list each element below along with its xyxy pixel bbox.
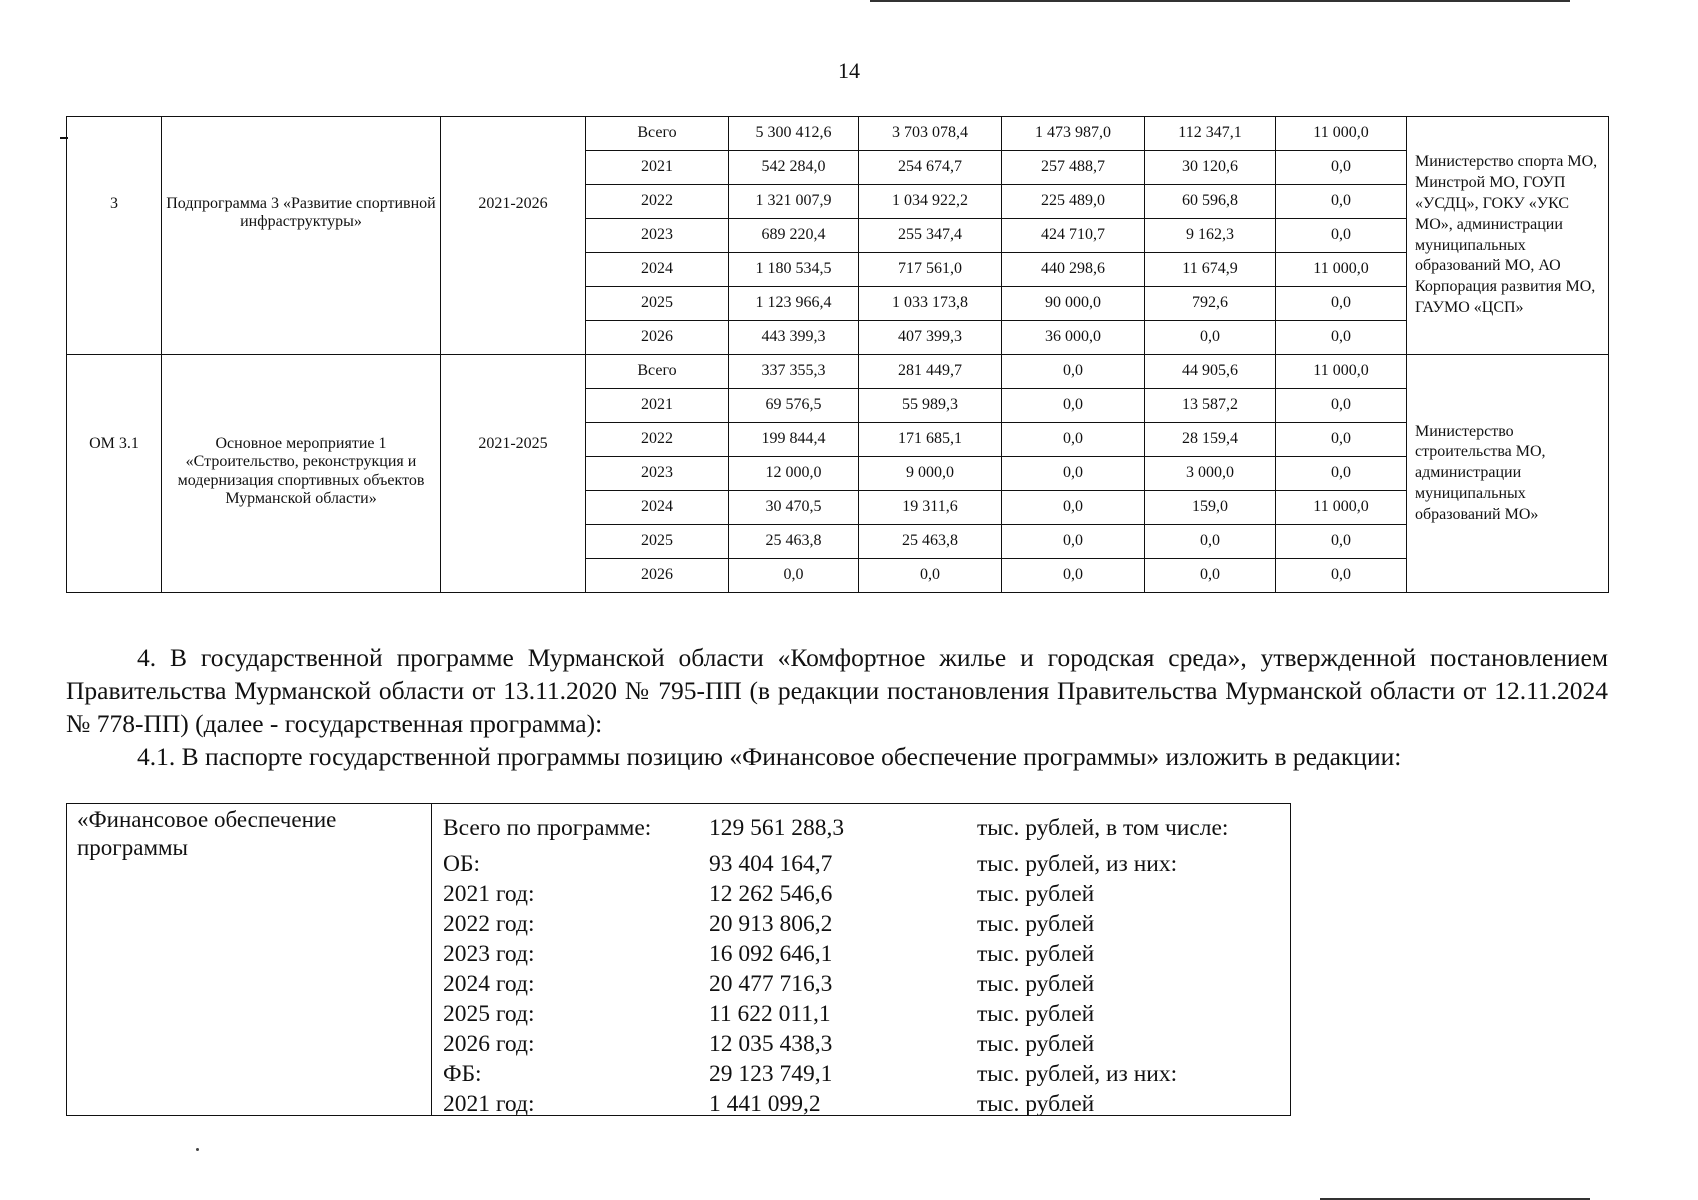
paragraph-4-1: 4.1. В паспорте государственной программы позицию «Финансовое обеспечение программы» изложить в редакции: <box>137 742 1402 771</box>
passport-source: ФБ: <box>443 1061 482 1087</box>
program-period: 2021-2026 <box>441 117 586 355</box>
passport-row <box>443 1089 1290 1119</box>
passport-row <box>443 1059 1290 1089</box>
passport-source: 2021 год: <box>443 881 535 907</box>
passport-rows <box>443 813 1290 1119</box>
year-cell: 2021 <box>586 151 729 185</box>
row-number: ОМ 3.1 <box>67 355 162 593</box>
amount-cell: 11 000,0 <box>1276 253 1407 287</box>
amount-cell: 0,0 <box>1145 559 1276 593</box>
amount-cell: 0,0 <box>1276 151 1407 185</box>
amount-cell: 0,0 <box>1276 287 1407 321</box>
passport-financing-table <box>66 803 1291 1116</box>
year-cell: 2023 <box>586 219 729 253</box>
year-cell: 2025 <box>586 287 729 321</box>
year-cell: 2024 <box>586 253 729 287</box>
amount-cell: 257 488,7 <box>1002 151 1145 185</box>
amount-cell: 337 355,3 <box>729 355 859 389</box>
passport-source: ОБ: <box>443 851 480 877</box>
amount-cell: 0,0 <box>1276 219 1407 253</box>
amount-cell: 30 470,5 <box>729 491 859 525</box>
scan-speck <box>196 1148 199 1151</box>
passport-row <box>443 879 1290 909</box>
amount-cell: 1 034 922,2 <box>859 185 1002 219</box>
passport-row <box>443 969 1290 999</box>
top-rule <box>870 0 1570 2</box>
program-name: Основное мероприятие 1 «Строительство, реконструкция и модернизация спортивных объектов Мурманской области» <box>162 355 441 593</box>
passport-unit: тыс. рублей <box>977 911 1095 937</box>
passport-amount: 1 441 099,2 <box>709 1091 821 1117</box>
amount-cell: 60 596,8 <box>1145 185 1276 219</box>
amount-cell: 0,0 <box>1276 423 1407 457</box>
amount-cell: 255 347,4 <box>859 219 1002 253</box>
amount-cell: 440 298,6 <box>1002 253 1145 287</box>
year-cell: 2025 <box>586 525 729 559</box>
passport-amount: 20 913 806,2 <box>709 911 833 937</box>
passport-amount: 16 092 646,1 <box>709 941 833 967</box>
page-number: 14 <box>838 58 860 83</box>
amount-cell: 3 000,0 <box>1145 457 1276 491</box>
amount-cell: 689 220,4 <box>729 219 859 253</box>
passport-source: 2022 год: <box>443 911 535 937</box>
amount-cell: 0,0 <box>1276 185 1407 219</box>
year-cell: 2022 <box>586 423 729 457</box>
passport-source: 2021 год: <box>443 1091 535 1117</box>
passport-unit: тыс. рублей <box>977 1001 1095 1027</box>
amount-cell: 9 000,0 <box>859 457 1002 491</box>
passport-row <box>443 813 1290 843</box>
financing-table <box>66 116 1609 593</box>
amount-cell: 1 321 007,9 <box>729 185 859 219</box>
passport-amount: 12 262 546,6 <box>709 881 833 907</box>
amount-cell: 199 844,4 <box>729 423 859 457</box>
passport-amount: 12 035 438,3 <box>709 1031 833 1057</box>
amount-cell: 9 162,3 <box>1145 219 1276 253</box>
passport-amount: 129 561 288,3 <box>709 815 845 841</box>
amount-cell: 13 587,2 <box>1145 389 1276 423</box>
passport-source: 2023 год: <box>443 941 535 967</box>
passport-source: Всего по программе: <box>443 815 652 841</box>
table-row <box>67 117 1609 151</box>
year-cell: Всего <box>586 117 729 151</box>
year-cell: Всего <box>586 355 729 389</box>
amount-cell: 0,0 <box>1276 321 1407 355</box>
amount-cell: 11 000,0 <box>1276 355 1407 389</box>
amount-cell: 159,0 <box>1145 491 1276 525</box>
amount-cell: 11 674,9 <box>1145 253 1276 287</box>
amount-cell: 1 123 966,4 <box>729 287 859 321</box>
amount-cell: 28 159,4 <box>1145 423 1276 457</box>
amount-cell: 90 000,0 <box>1002 287 1145 321</box>
passport-unit: тыс. рублей <box>977 941 1095 967</box>
passport-unit: тыс. рублей, из них: <box>977 851 1178 877</box>
passport-row <box>443 849 1290 879</box>
amount-cell: 25 463,8 <box>859 525 1002 559</box>
amount-cell: 55 989,3 <box>859 389 1002 423</box>
amount-cell: 25 463,8 <box>729 525 859 559</box>
amount-cell: 407 399,3 <box>859 321 1002 355</box>
amount-cell: 424 710,7 <box>1002 219 1145 253</box>
program-name: Подпрограмма 3 «Развитие спортивной инфраструктуры» <box>162 117 441 355</box>
year-cell: 2026 <box>586 559 729 593</box>
passport-row <box>443 999 1290 1029</box>
passport-amount: 93 404 164,7 <box>709 851 833 877</box>
amount-cell: 30 120,6 <box>1145 151 1276 185</box>
amount-cell: 12 000,0 <box>729 457 859 491</box>
amount-cell: 0,0 <box>1145 321 1276 355</box>
passport-source: 2024 год: <box>443 971 535 997</box>
passport-row <box>443 1029 1290 1059</box>
amount-cell: 36 000,0 <box>1002 321 1145 355</box>
amount-cell: 0,0 <box>1002 355 1145 389</box>
amount-cell: 112 347,1 <box>1145 117 1276 151</box>
passport-label: «Финансовое обеспечение программы <box>67 804 432 1115</box>
amount-cell: 254 674,7 <box>859 151 1002 185</box>
paragraph-4: 4. В государственной программе Мурманской области «Комфортное жилье и городская среда», утвержденной постановлением Правительства Мурманской области от 13.11.2020 № 795-ПП (в редакции постановления Правительства Мурманской области от 12.11.2024 № 778-ПП) (далее - государственная программа): <box>66 643 1608 738</box>
passport-amount: 20 477 716,3 <box>709 971 833 997</box>
year-cell: 2026 <box>586 321 729 355</box>
amount-cell: 171 685,1 <box>859 423 1002 457</box>
passport-unit: тыс. рублей <box>977 881 1095 907</box>
amount-cell: 0,0 <box>1002 559 1145 593</box>
amount-cell: 0,0 <box>1276 457 1407 491</box>
passport-row <box>443 939 1290 969</box>
amount-cell: 69 576,5 <box>729 389 859 423</box>
year-cell: 2021 <box>586 389 729 423</box>
row-number: 3 <box>67 117 162 355</box>
executors-cell: Министерство спорта МО, Минстрой МО, ГОУП «УСДЦ», ГОКУ «УКС МО», администрации муниципальных образований МО, АО Корпорация развития МО, ГАУМО «ЦСП» <box>1407 117 1609 355</box>
year-cell: 2024 <box>586 491 729 525</box>
passport-source: 2026 год: <box>443 1031 535 1057</box>
amount-cell: 0,0 <box>729 559 859 593</box>
passport-unit: тыс. рублей <box>977 1091 1095 1117</box>
amount-cell: 1 033 173,8 <box>859 287 1002 321</box>
passport-amount: 29 123 749,1 <box>709 1061 833 1087</box>
amount-cell: 0,0 <box>1002 491 1145 525</box>
executors-cell: Министерство строительства МО, администрации муниципальных образований МО» <box>1407 355 1609 593</box>
amount-cell: 44 905,6 <box>1145 355 1276 389</box>
amount-cell: 0,0 <box>1276 389 1407 423</box>
year-cell: 2023 <box>586 457 729 491</box>
amount-cell: 3 703 078,4 <box>859 117 1002 151</box>
passport-source: 2025 год: <box>443 1001 535 1027</box>
passport-row <box>443 909 1290 939</box>
amount-cell: 11 000,0 <box>1276 491 1407 525</box>
passport-unit: тыс. рублей, из них: <box>977 1061 1178 1087</box>
amount-cell: 11 000,0 <box>1276 117 1407 151</box>
program-period: 2021-2025 <box>441 355 586 593</box>
passport-unit: тыс. рублей, в том числе: <box>977 815 1229 841</box>
year-cell: 2022 <box>586 185 729 219</box>
passport-amount: 11 622 011,1 <box>709 1001 831 1027</box>
amount-cell: 0,0 <box>1276 525 1407 559</box>
amount-cell: 225 489,0 <box>1002 185 1145 219</box>
amount-cell: 0,0 <box>1276 559 1407 593</box>
amount-cell: 542 284,0 <box>729 151 859 185</box>
amount-cell: 0,0 <box>1002 525 1145 559</box>
amount-cell: 281 449,7 <box>859 355 1002 389</box>
amount-cell: 0,0 <box>1145 525 1276 559</box>
amount-cell: 792,6 <box>1145 287 1276 321</box>
table-row <box>67 355 1609 389</box>
amount-cell: 0,0 <box>859 559 1002 593</box>
amount-cell: 1 473 987,0 <box>1002 117 1145 151</box>
passport-unit: тыс. рублей <box>977 971 1095 997</box>
amount-cell: 0,0 <box>1002 423 1145 457</box>
passport-unit: тыс. рублей <box>977 1031 1095 1057</box>
amount-cell: 5 300 412,6 <box>729 117 859 151</box>
amount-cell: 0,0 <box>1002 457 1145 491</box>
amount-cell: 0,0 <box>1002 389 1145 423</box>
amount-cell: 1 180 534,5 <box>729 253 859 287</box>
amount-cell: 717 561,0 <box>859 253 1002 287</box>
amount-cell: 19 311,6 <box>859 491 1002 525</box>
amount-cell: 443 399,3 <box>729 321 859 355</box>
